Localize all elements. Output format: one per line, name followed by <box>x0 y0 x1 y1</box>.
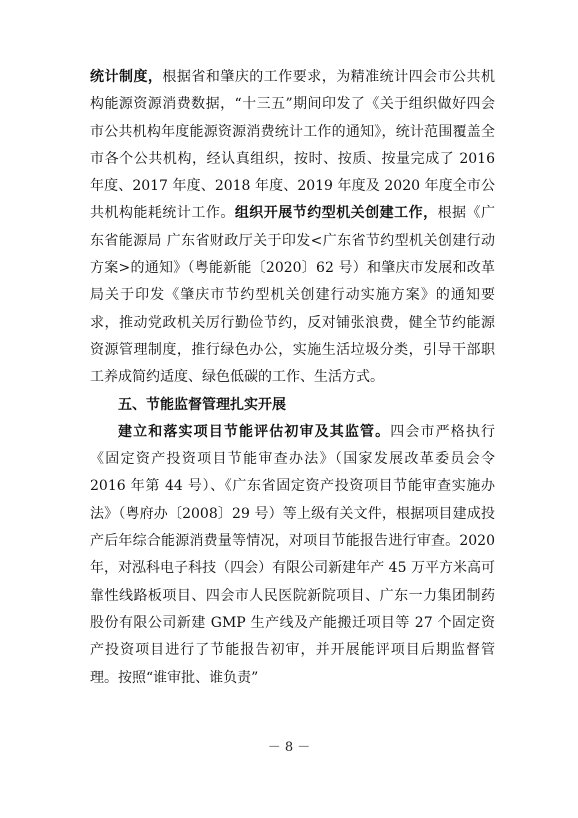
paragraph-energy-review <box>90 419 495 692</box>
paragraph-text-energy-review: 四会市严格执行《固定资产投资项目节能审查办法》（国家发展改革委员会令 2016 年第 44 号）、《广东省固定资产投资项目节能审查实施办法》（粤府办〔2008〕29 号）等上级有关文件，根据项目建成投产后年综合能源消费量等情况，对项目节能报告进行审查。2020 年，对泓科电子科技（四会）有限公司新建年产 45 万平方米高可靠性线路板项目、四会市人民医院新院项目、广东一力集团制药股份有限公司新建 GMP 生产线及产能搬迁项目等 27 个固定资产投资项目进行了节能报告初审，并开展能评项目后期监督管理。按照“谁审批、谁负责” <box>90 423 495 686</box>
document-body <box>90 64 495 692</box>
bold-lead-statistics: 统计制度， <box>90 69 163 85</box>
paragraph-text-conservation-agency: 根据《广东省能源局 广东省财政厅关于印发<广东省节约型机关创建行动方案>的通知》（粤能新能〔2020〕62 号）和肇庆市发展和改革局关于印发《肇庆市节约型机关创建行动实施方案》的通知要求，推动党政机关厉行勤俭节约，反对铺张浪费，健全节约能源资源管理制度，推行绿色办公，实施生活垃圾分类，引导干部职工养成简约适度、绿色低碳的工作、生活方式。 <box>90 205 496 386</box>
paragraph-text-statistics: 根据省和肇庆的工作要求，为精准统计四会市公共机构能源资源消费数据，“十三五”期间印发了《关于组织做好四会市公共机构年度能源资源消费统计工作的通知》，统计范围覆盖全市各个公共机构，经认真组织，按时、按质、按量完成了 2016 年度、2017 年度、2018 年度、2019 年度及 2020 年度全市公共机构能耗统计工作。 <box>90 69 496 222</box>
bold-lead-conservation-agency: 组织开展节约型机关创建工作， <box>234 205 438 222</box>
paragraph-statistics <box>90 64 495 392</box>
section-heading: 五、节能监督管理扎实开展 <box>118 396 286 413</box>
bold-lead-energy-review: 建立和落实项目节能评估初审及其监管。 <box>118 423 391 440</box>
page-number: － 8 － <box>267 740 311 755</box>
